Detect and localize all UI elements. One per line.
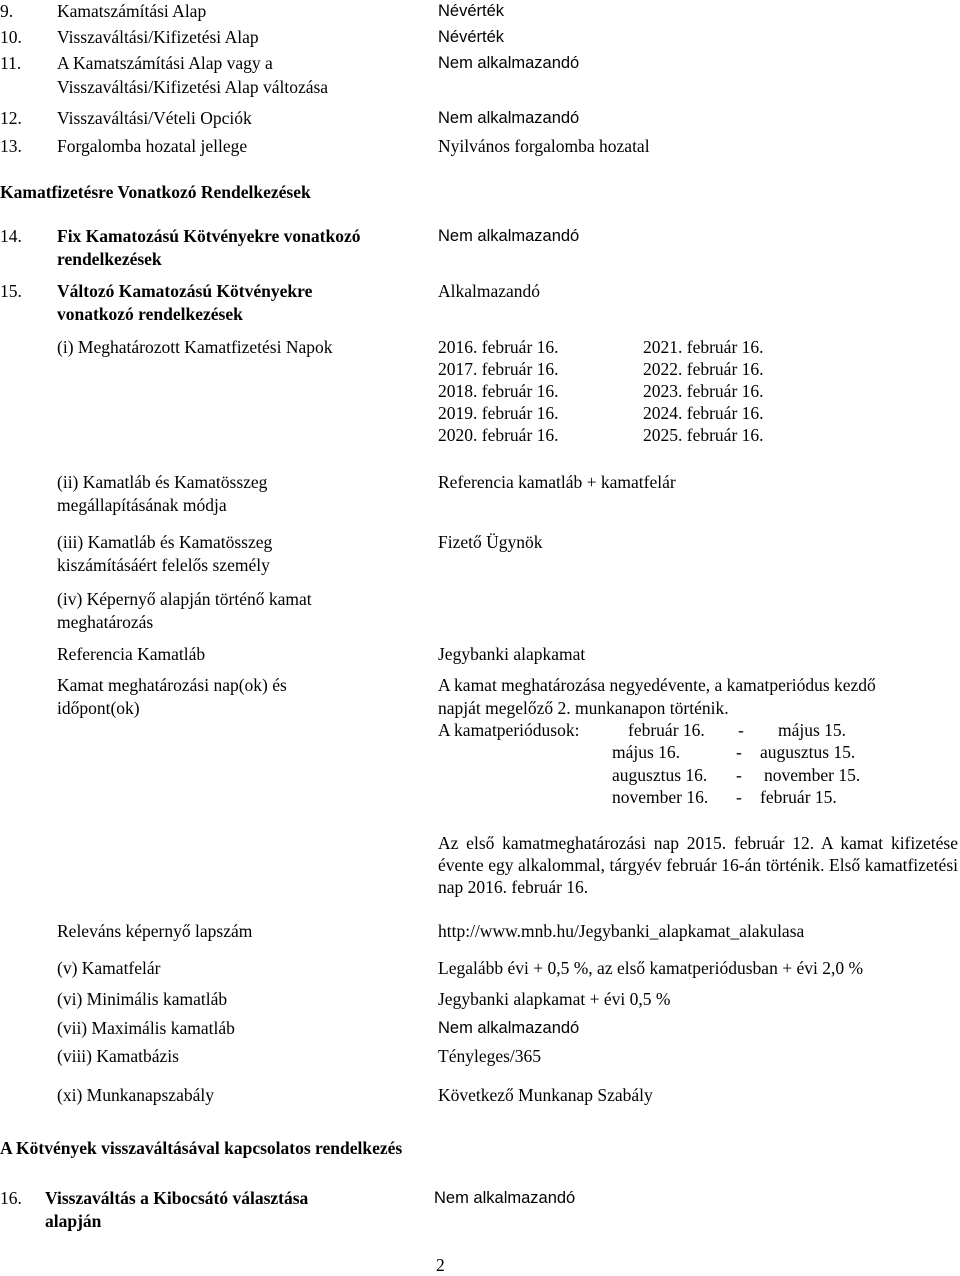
payment-date: 2024. február 16. (643, 403, 764, 423)
payment-dates-label: (i) Meghatározott Kamatfizetési Napok (57, 337, 333, 357)
business-day-value: Következő Munkanap Szabály (438, 1085, 653, 1105)
screen-determination-label: (iv) Képernyő alapján történő kamat (57, 589, 312, 609)
business-day-label: (xi) Munkanapszabály (57, 1085, 214, 1105)
item-14-label-line2: rendelkezések (57, 249, 162, 269)
item-9-value: Névérték (438, 2, 505, 20)
screen-page-label: Releváns képernyő lapszám (57, 921, 253, 941)
item-9-label: Kamatszámítási Alap (57, 1, 207, 21)
item-10-value: Névérték (438, 28, 505, 46)
period-end: augusztus 15. (760, 742, 856, 762)
item-14-number: 14. (0, 226, 22, 246)
payment-date: 2022. február 16. (643, 359, 764, 379)
day-count-label: (viii) Kamatbázis (57, 1046, 179, 1066)
min-rate-value: Jegybanki alapkamat + évi 0,5 % (438, 989, 671, 1009)
item-11-label: A Kamatszámítási Alap vagy a (57, 53, 273, 73)
period-start: augusztus 16. (612, 765, 708, 785)
determination-date-text: A kamat meghatározása negyedévente, a kamatperiódus kezdő (438, 675, 876, 695)
item-16-number: 16. (0, 1188, 22, 1208)
payment-date: 2025. február 16. (643, 425, 764, 445)
rate-method-value: Referencia kamatláb + kamatfelár (438, 472, 676, 492)
item-9-number: 9. (0, 1, 14, 21)
payment-date: 2023. február 16. (643, 381, 764, 401)
item-13-number: 13. (0, 136, 22, 156)
item-15-label-line2: vonatkozó rendelkezések (57, 304, 243, 324)
item-14-label: Fix Kamatozású Kötvényekre vonatkozó (57, 226, 361, 246)
item-15-label: Változó Kamatozású Kötvényekre (57, 281, 313, 301)
item-12-number: 12. (0, 108, 22, 128)
determination-date-label-line2: időpont(ok) (57, 698, 140, 718)
period-start: május 16. (612, 742, 681, 762)
item-15-value: Alkalmazandó (438, 281, 541, 301)
reference-rate-value: Jegybanki alapkamat (438, 644, 586, 664)
max-rate-label: (vii) Maximális kamatláb (57, 1018, 235, 1038)
reference-rate-label: Referencia Kamatláb (57, 644, 206, 664)
item-16-label-line2: alapján (45, 1211, 102, 1231)
payment-date: 2017. február 16. (438, 359, 559, 379)
period-start: november 16. (612, 787, 709, 807)
item-15-number: 15. (0, 281, 22, 301)
max-rate-value: Nem alkalmazandó (438, 1019, 580, 1037)
section-heading-interest: Kamatfizetésre Vonatkozó Rendelkezések (0, 182, 311, 202)
screen-page-url: http://www.mnb.hu/Jegybanki_alapkamat_alakulasa (438, 921, 805, 941)
item-12-value: Nem alkalmazandó (438, 109, 580, 127)
item-14-value: Nem alkalmazandó (438, 227, 580, 245)
item-12-label: Visszaváltási/Vételi Opciók (57, 108, 252, 128)
day-count-value: Tényleges/365 (438, 1046, 542, 1066)
item-10-label: Visszaváltási/Kifizetési Alap (57, 27, 259, 47)
item-11-label-line2: Visszaváltási/Kifizetési Alap változása (57, 77, 329, 97)
item-13-label: Forgalomba hozatal jellege (57, 136, 248, 156)
item-16-label: Visszaváltás a Kibocsátó választása (45, 1188, 309, 1208)
period-dash: - (736, 787, 742, 807)
period-end: november 15. (764, 765, 861, 785)
item-10-number: 10. (0, 27, 22, 47)
item-13-value: Nyilvános forgalomba hozatal (438, 136, 650, 156)
margin-value: Legalább évi + 0,5 %, az első kamatperiódusban + évi 2,0 % (438, 958, 864, 978)
rate-method-label-line2: megállapításának módja (57, 495, 227, 515)
payment-date: 2019. február 16. (438, 403, 559, 423)
determination-date-label: Kamat meghatározási nap(ok) és (57, 675, 287, 695)
min-rate-label: (vi) Minimális kamatláb (57, 989, 228, 1009)
item-11-value: Nem alkalmazandó (438, 54, 580, 72)
margin-label: (v) Kamatfelár (57, 958, 161, 978)
period-end: május 15. (778, 720, 847, 740)
determination-date-text-line2: napját megelőző 2. munkanapon történik. (438, 698, 729, 718)
period-end: február 15. (760, 787, 837, 807)
section-heading-redemption: A Kötvények visszaváltásával kapcsolatos rendelkezés (0, 1138, 403, 1158)
screen-determination-label-line2: meghatározás (57, 612, 154, 632)
calc-agent-label-line2: kiszámításáért felelős személy (57, 555, 270, 575)
period-dash: - (736, 742, 742, 762)
first-determination-paragraph: Az első kamatmeghatározási nap 2015. február 12. A kamat kifizetése évente egy alkalommal, tárgyév február 16-án történik. Első kamatfizetési nap 2016. február 16. (438, 833, 958, 897)
item-11-number: 11. (0, 53, 22, 73)
rate-method-label: (ii) Kamatláb és Kamatösszeg (57, 472, 268, 492)
page-number: 2 (436, 1255, 445, 1275)
period-dash: - (738, 720, 744, 740)
period-dash: - (736, 765, 742, 785)
period-start: február 16. (628, 720, 705, 740)
payment-date: 2021. február 16. (643, 337, 764, 357)
payment-date: 2020. február 16. (438, 425, 559, 445)
item-16-value: Nem alkalmazandó (434, 1189, 576, 1207)
payment-date: 2018. február 16. (438, 381, 559, 401)
payment-date: 2016. február 16. (438, 337, 559, 357)
interest-periods-label: A kamatperiódusok: (438, 720, 580, 740)
calc-agent-label: (iii) Kamatláb és Kamatösszeg (57, 532, 273, 552)
calc-agent-value: Fizető Ügynök (438, 532, 543, 552)
